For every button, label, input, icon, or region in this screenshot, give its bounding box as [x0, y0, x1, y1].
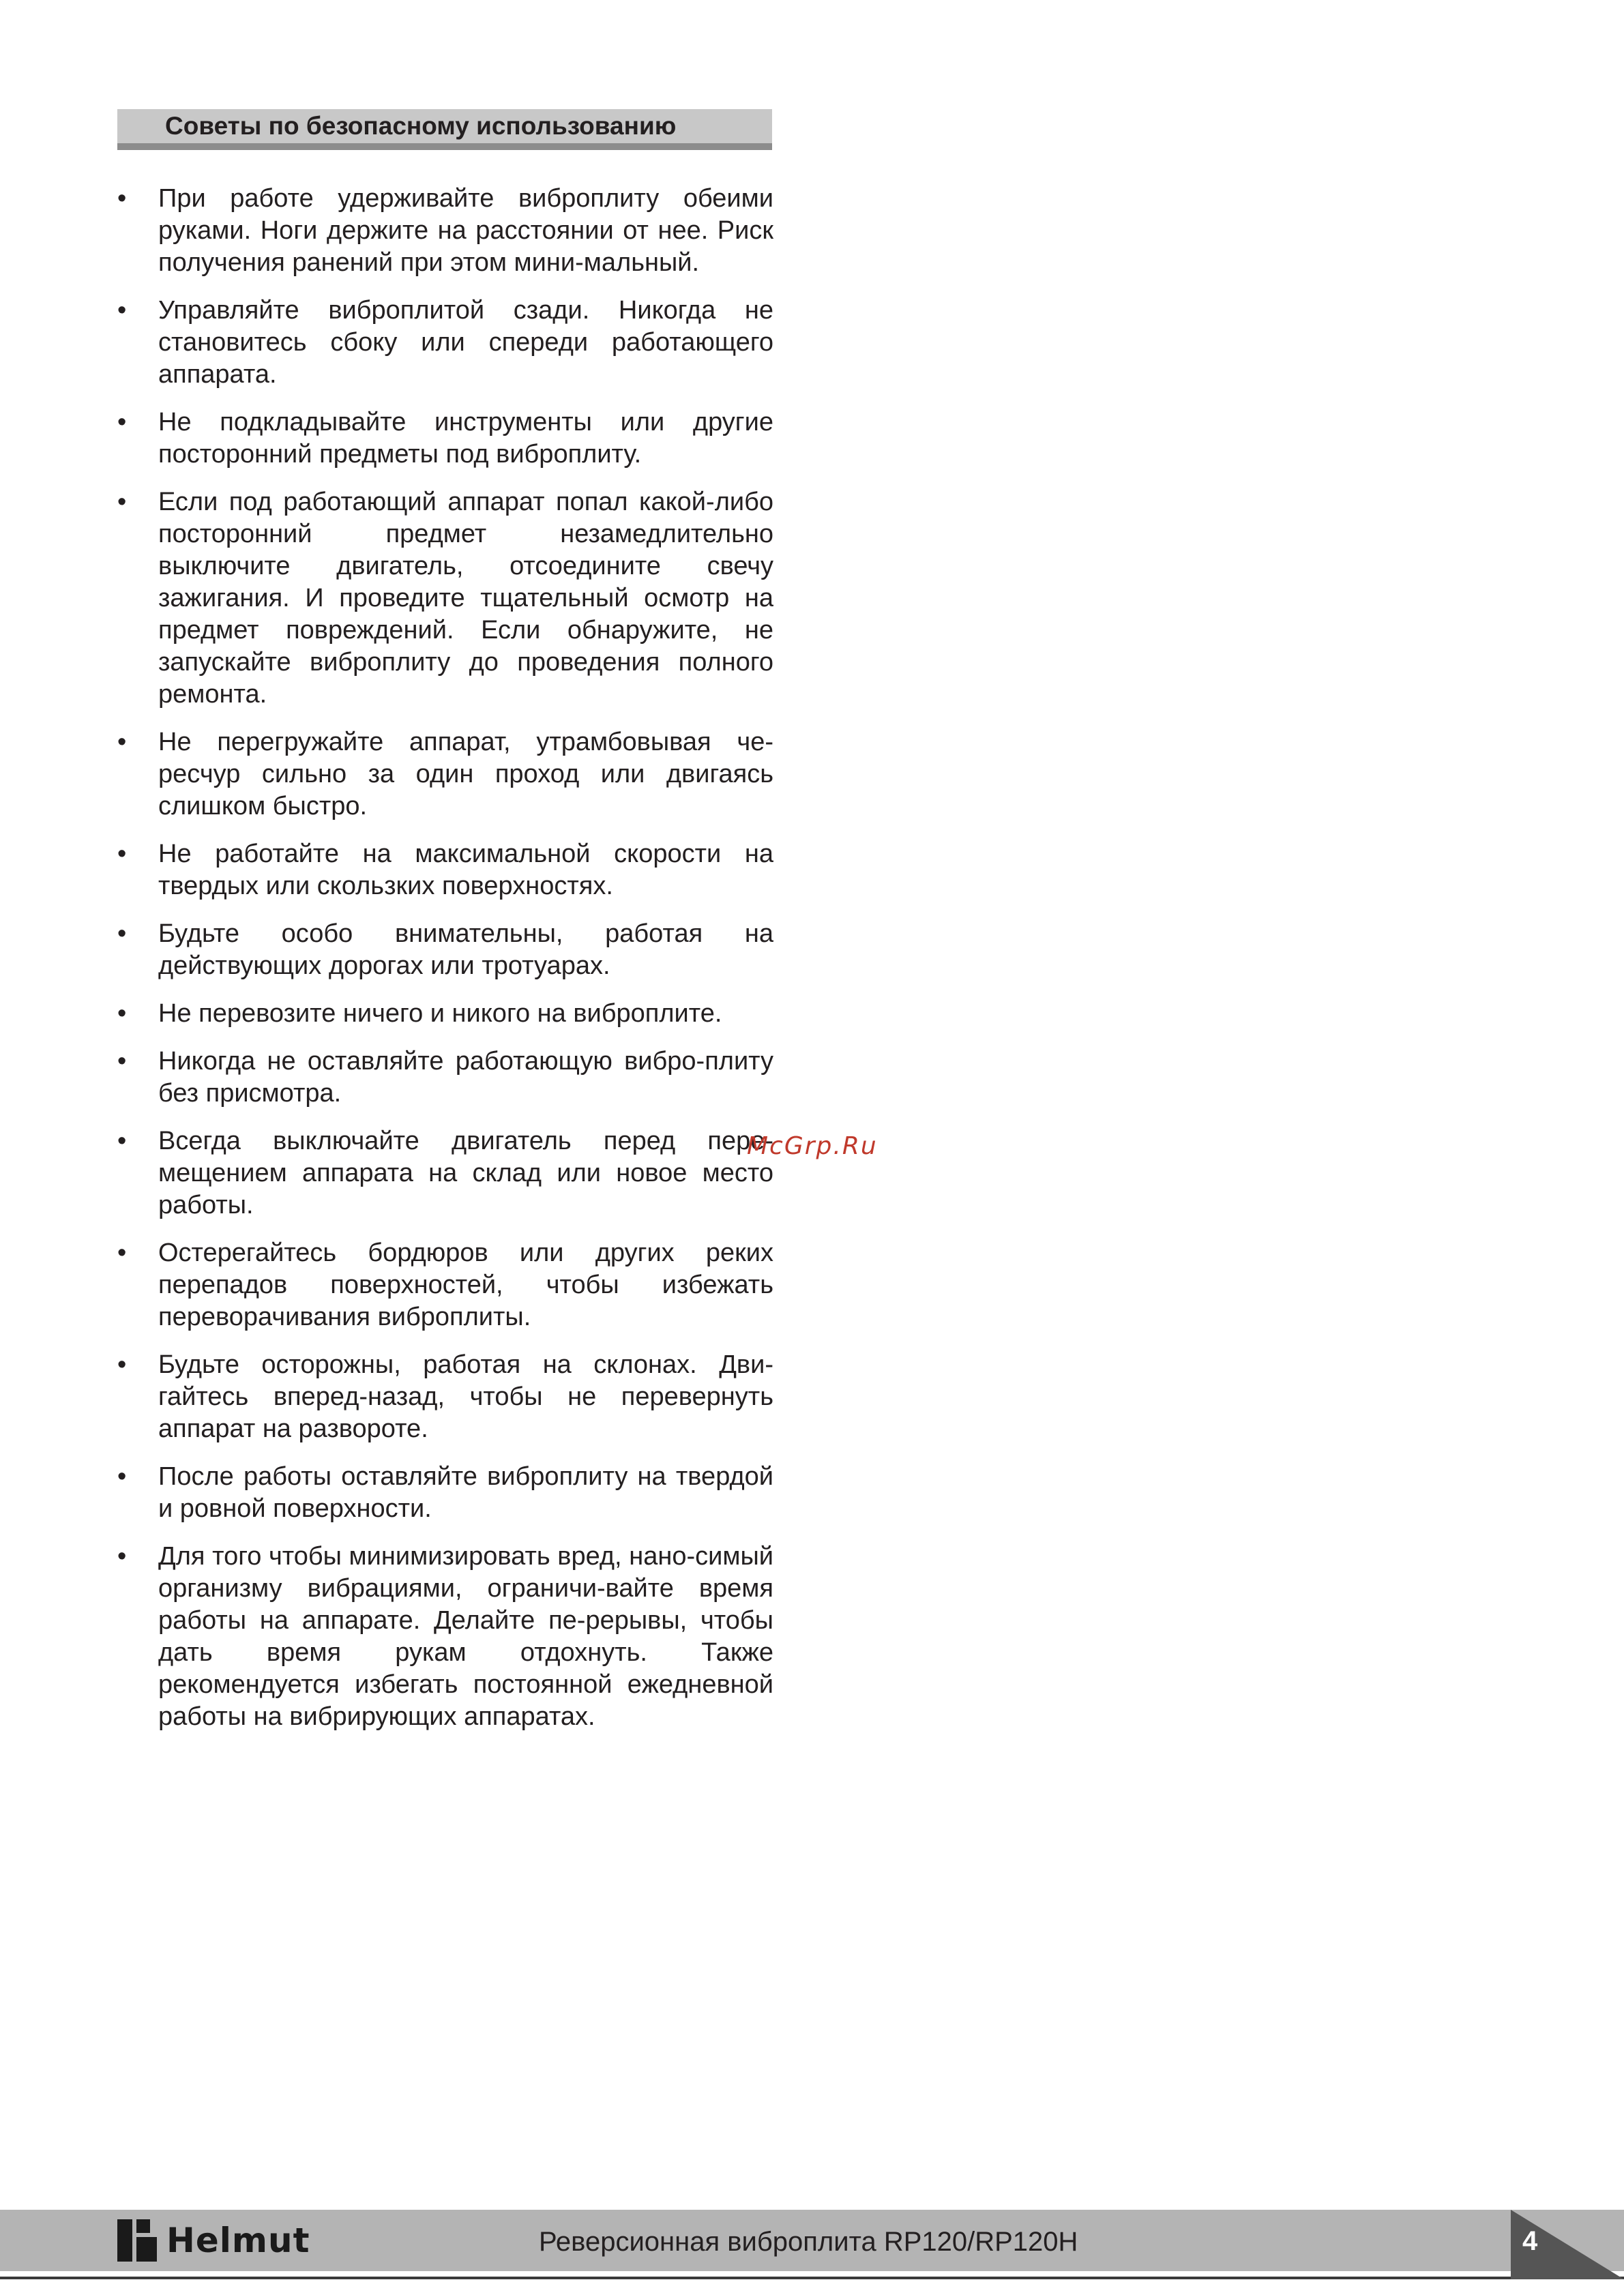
document-title: Реверсионная виброплита RP120/RP120H: [539, 2227, 1078, 2257]
watermark: McGrp.Ru: [747, 1132, 878, 1160]
tip-text: Всегда выключайте двигатель перед пере-мещением аппарата на склад или новое место работы.: [158, 1127, 773, 1219]
bullet-icon: •: [117, 184, 127, 213]
tip-text: Остерегайтесь бордюров или других реких перепадов поверхностей, чтобы избежать переворачивания виброплиты.: [158, 1239, 773, 1331]
list-item: [117, 295, 773, 391]
list-item: [117, 918, 773, 982]
bullet-icon: •: [117, 488, 127, 516]
bullet-icon: •: [117, 999, 127, 1028]
tip-text: Не перевозите ничего и никого на виброплите.: [158, 999, 722, 1028]
tip-text: После работы оставляйте виброплиту на твердой и ровной поверхности.: [158, 1462, 773, 1523]
tip-text: Для того чтобы минимизировать вред, нано-симый организму вибрациями, ограничи-вайте время работы на аппарате. Делайте пе-рерывы, чтобы дать время рукам отдохнуть. Также рекомендуется избегать постоянной ежедневной работы на вибрирующих аппаратах.: [158, 1542, 773, 1731]
footer-rule: [0, 2277, 1624, 2279]
tip-text: При работе удерживайте виброплиту обеими руками. Ноги держите на расстоянии от нее. Риск получения ранений при этом мини-мальный.: [158, 184, 773, 277]
bullet-icon: •: [117, 728, 127, 756]
brand-name: Helmut: [166, 2221, 310, 2260]
list-item: [117, 406, 773, 471]
bullet-icon: •: [117, 408, 127, 436]
bullet-icon: •: [117, 1542, 127, 1571]
list-item: [117, 838, 773, 902]
tip-text: Не подкладывайте инструменты или другие посторонний предметы под виброплиту.: [158, 408, 773, 469]
brand-logo: [117, 2218, 310, 2263]
list-item: [117, 183, 773, 279]
tip-text: Управляйте виброплитой сзади. Никогда не становитесь сбоку или спереди работающего аппарата.: [158, 296, 773, 389]
bullet-icon: •: [117, 840, 127, 868]
bullet-icon: •: [117, 919, 127, 948]
list-item: [117, 1125, 773, 1221]
list-item: [117, 1461, 773, 1525]
list-item: [117, 1349, 773, 1445]
list-item: [117, 1046, 773, 1110]
section-header: [117, 109, 772, 150]
bullet-icon: •: [117, 1047, 127, 1076]
helmut-logo-icon: [117, 2219, 157, 2262]
list-item: [117, 1541, 773, 1733]
tip-text: Будьте осторожны, работая на склонах. Дви-гайтесь вперед-назад, чтобы не перевернуть аппарат на развороте.: [158, 1350, 773, 1443]
bullet-icon: •: [117, 1462, 127, 1491]
list-item: [117, 486, 773, 711]
bullet-icon: •: [117, 1239, 127, 1267]
bullet-icon: •: [117, 1127, 127, 1155]
bullet-icon: •: [117, 296, 127, 325]
tip-text: Будьте особо внимательны, работая на действующих дорогах или тротуарах.: [158, 919, 773, 980]
tip-text: Не работайте на максимальной скорости на твердых или скользких поверхностях.: [158, 840, 773, 900]
safety-tips-list: [117, 183, 773, 1749]
section-title: Советы по безопасному использованию: [165, 112, 677, 140]
tip-text: Если под работающий аппарат попал какой-либо посторонний предмет незамедлительно выключите двигатель, отсоедините свечу зажигания. И проведите тщательный осмотр на предмет повреждений. Если обнаружите, не запускайте виброплиту до проведения полного ремонта.: [158, 488, 773, 709]
bullet-icon: •: [117, 1350, 127, 1379]
tip-text: Не перегружайте аппарат, утрамбовывая че-ресчур сильно за один проход или двигаясь слишком быстро.: [158, 728, 773, 820]
list-item: [117, 726, 773, 823]
list-item: [117, 1237, 773, 1333]
tip-text: Никогда не оставляйте работающую вибро-плиту без присмотра.: [158, 1047, 773, 1108]
list-item: [117, 998, 773, 1030]
page-number: 4: [1522, 2226, 1538, 2256]
